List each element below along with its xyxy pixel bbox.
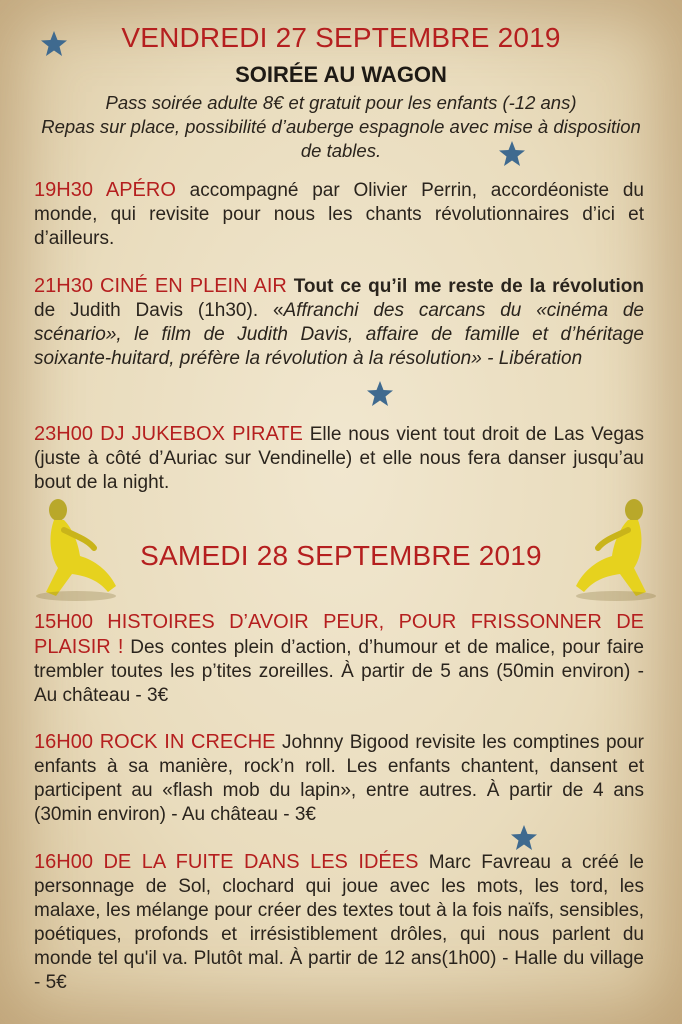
day2-title: SAMEDI 28 SEPTEMBRE 2019 — [140, 540, 542, 571]
event-fuite-idees — [34, 850, 644, 995]
film-title: Tout ce qu’il me reste de la révolution — [286, 276, 644, 297]
event-rock-in-creche — [34, 730, 644, 827]
event-head: 19H30 APÉRO — [34, 179, 176, 201]
event-text: Elle nous vient tout droit de Las Vegas (juste à côté d’Auriac sur Vendinelle) et elle nous fera danser jusqu’au bout de la night. — [34, 424, 644, 493]
event-histoires — [34, 610, 644, 708]
event-dj — [34, 422, 644, 495]
day1-title: VENDREDI 27 SEPTEMBRE 2019 — [121, 22, 561, 53]
event-cine — [34, 274, 644, 371]
event-text: Marc Favreau a créé le personnage de Sol, clochard qui joue avec les mots, les tord, les malaxe, les mélange pour créer des textes tout à la fois naïfs, sensibles, poétiques, profonds et irrésistiblement drôles, qui nous parlent du monde tel qu'il va. Plutôt mal. À partir de 12 ans(1h00) - Halle du village - 5€ — [34, 852, 644, 993]
event-text: de Judith Davis (1h30). « — [34, 300, 284, 321]
day1-subtitle: SOIRÉE AU WAGON — [235, 62, 447, 87]
event-head: 15H00 HISTOIRES D’AVOIR PEUR, POUR FRISSONNER DE PLAISIR ! — [34, 611, 644, 658]
event-head: 21H30 CINÉ EN PLEIN AIR — [34, 275, 287, 297]
event-text: Johnny Bigood revisite les comptines pour enfants à sa manière, rock’n roll. Les enfants chantent, dansent et participent au «flash mob du lapin», entre autres. À partir de 4 ans (30min environ) - Au château - 3€ — [34, 732, 644, 825]
day1-intro — [40, 91, 642, 163]
event-head: 16H00 ROCK IN CRECHE — [34, 731, 276, 753]
star-icon — [510, 824, 538, 852]
press-source: » - Libération — [471, 348, 583, 369]
event-head: 23H00 DJ JUKEBOX PIRATE — [34, 423, 303, 445]
star-icon — [366, 380, 394, 408]
intro-line: Repas sur place, possibilité d’auberge espagnole avec mise à disposition de tables. — [41, 116, 641, 161]
event-head: 16H00 DE LA FUITE DANS LES IDÉES — [34, 851, 419, 873]
intro-line: Pass soirée adulte 8€ et gratuit pour les enfants (-12 ans) — [105, 92, 577, 113]
event-text: accompagné par Olivier Perrin, accordéoniste du monde, qui revisite pour nous les chants révolutionnaires d’ici et d’ailleurs. — [34, 180, 644, 249]
press-quote: Affranchi des carcans du «cinéma de scénario», le film de Judith Davis, affaire de famille et d’héritage soixante-huitard, préfère la révolution à la résolution — [34, 300, 644, 369]
event-apero — [34, 178, 644, 251]
event-text: Des contes plein d’action, d’humour et de malice, pour faire trembler toutes les p’tites zoreilles. À partir de 5 ans (50min environ) - Au château - 3€ — [34, 637, 644, 706]
